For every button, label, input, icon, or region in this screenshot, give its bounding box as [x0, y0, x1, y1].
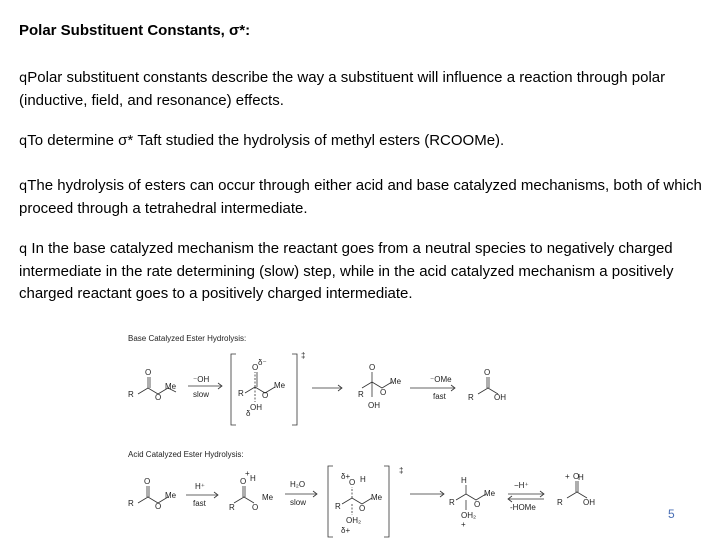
svg-text:‡: ‡ — [301, 351, 306, 360]
svg-text:O: O — [252, 363, 259, 372]
paragraph-text: To determine σ* Taft studied the hydrolysis of methyl esters (RCOOMe). — [27, 132, 505, 149]
base-scheme-label: Base Catalyzed Ester Hydrolysis: — [128, 334, 247, 343]
svg-text:R: R — [358, 390, 364, 399]
svg-text:-HOMe: -HOMe — [510, 503, 536, 512]
base-ester-reactant — [128, 368, 177, 402]
svg-text:R: R — [128, 499, 134, 508]
svg-text:R: R — [229, 503, 235, 512]
svg-text:H⁺: H⁺ — [195, 482, 205, 491]
svg-text:O: O — [573, 472, 580, 481]
svg-text:R: R — [449, 498, 455, 507]
svg-text:O: O — [262, 391, 269, 400]
bullet-marker: q — [19, 134, 28, 149]
svg-text:δ+: δ+ — [341, 472, 351, 481]
slide-title: Polar Substituent Constants, σ*: — [19, 22, 251, 39]
svg-text:R: R — [128, 390, 134, 399]
svg-text:O: O — [144, 477, 151, 486]
bullet-marker: q — [19, 179, 28, 194]
svg-text:O: O — [155, 502, 162, 511]
base-tetrahedral-intermediate — [358, 363, 402, 410]
acid-arrow-4 — [508, 481, 544, 512]
svg-text:R: R — [335, 502, 341, 511]
svg-text:Me: Me — [484, 489, 496, 498]
svg-text:OH: OH — [250, 403, 262, 412]
svg-text:R: R — [468, 393, 474, 402]
svg-text:Me: Me — [262, 493, 274, 502]
svg-text:O: O — [369, 363, 376, 372]
svg-text:O: O — [474, 500, 481, 509]
acid-acid-product — [557, 472, 595, 507]
svg-text:⁻OMe: ⁻OMe — [430, 375, 452, 384]
acid-arrow-2 — [285, 480, 317, 507]
svg-text:O: O — [359, 504, 366, 513]
svg-text:H: H — [578, 473, 584, 482]
svg-text:O: O — [484, 368, 491, 377]
svg-text:O: O — [240, 477, 247, 486]
svg-text:O: O — [145, 368, 152, 377]
svg-text:⁻OH: ⁻OH — [193, 375, 210, 384]
svg-text:slow: slow — [290, 498, 307, 507]
svg-text:OH₂: OH₂ — [346, 516, 362, 525]
svg-text:fast: fast — [193, 499, 206, 508]
svg-text:O: O — [349, 478, 356, 487]
svg-text:OH: OH — [494, 393, 506, 402]
acid-protonated-ester — [229, 469, 274, 512]
paragraph-text: In the base catalyzed mechanism the reactant goes from a neutral species to negatively charged intermediate in the rate determining (slow) step, while in the acid catalyzed mechanism a positively charged reactant goes to a positively charged intermediate. — [19, 240, 674, 302]
acid-arrow-1 — [186, 482, 218, 508]
base-arrow-2 — [312, 385, 342, 391]
svg-text:H: H — [360, 475, 366, 484]
svg-text:Me: Me — [371, 493, 383, 502]
svg-text:−H⁺: −H⁺ — [514, 481, 529, 490]
base-arrow-3 — [410, 375, 455, 401]
acid-transition-state — [328, 466, 403, 537]
paragraph-text: The hydrolysis of esters can occur through either acid and base catalyzed mechanisms, both of which proceed through a tetrahedral intermediate. — [19, 177, 702, 217]
svg-text:OH₂: OH₂ — [461, 511, 477, 520]
svg-text:+: + — [565, 472, 570, 481]
bullet-marker: q — [19, 242, 28, 257]
svg-text:OH: OH — [368, 401, 380, 410]
svg-text:+: + — [245, 469, 250, 478]
base-arrow-1 — [188, 375, 222, 399]
svg-text:H: H — [461, 476, 467, 485]
acid-tetrahedral-intermediate — [449, 476, 496, 529]
base-acid-product — [468, 368, 506, 402]
svg-text:δ: δ — [246, 409, 251, 418]
svg-text:‡: ‡ — [399, 466, 404, 475]
base-transition-state — [231, 351, 305, 425]
svg-text:+: + — [461, 520, 466, 529]
svg-text:δ⁻: δ⁻ — [258, 358, 267, 367]
svg-text:O: O — [155, 393, 162, 402]
acid-ester-reactant — [128, 477, 177, 511]
svg-text:fast: fast — [433, 392, 446, 401]
svg-text:R: R — [238, 389, 244, 398]
svg-text:OH: OH — [583, 498, 595, 507]
svg-text:Me: Me — [274, 381, 286, 390]
acid-scheme-label: Acid Catalyzed Ester Hydrolysis: — [128, 450, 244, 459]
svg-text:Me: Me — [165, 382, 177, 391]
page-number: 5 — [668, 507, 675, 521]
svg-text:Me: Me — [390, 377, 402, 386]
svg-text:O: O — [252, 503, 259, 512]
acid-arrow-3 — [410, 491, 444, 497]
svg-text:H₂O: H₂O — [290, 480, 306, 489]
bullet-marker: q — [19, 71, 28, 86]
svg-text:slow: slow — [193, 390, 210, 399]
svg-text:H: H — [250, 474, 256, 483]
svg-text:R: R — [557, 498, 563, 507]
svg-text:δ+: δ+ — [341, 526, 351, 535]
svg-text:Me: Me — [165, 491, 177, 500]
paragraph-text: Polar substituent constants describe the way a substituent will influence a reaction through polar (inductive, field, and resonance) effects. — [19, 69, 666, 109]
svg-text:O: O — [380, 388, 387, 397]
